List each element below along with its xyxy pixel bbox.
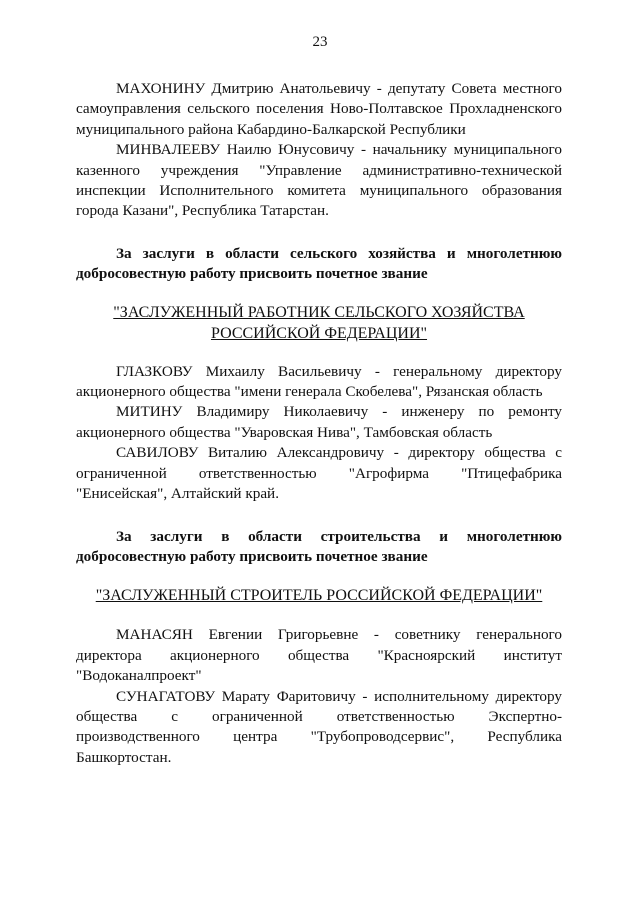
spacer	[76, 222, 562, 244]
section-heading: За заслуги в области строительства и многолетнюю добросовестную работу присвоить почетное звание	[76, 527, 562, 565]
document-body	[76, 79, 562, 768]
spacer	[76, 606, 562, 625]
spacer	[76, 344, 562, 362]
honorary-title-line: "ЗАСЛУЖЕННЫЙ РАБОТНИК СЕЛЬСКОГО ХОЗЯЙСТВА	[113, 303, 525, 321]
page-number: 23	[312, 34, 328, 50]
award-paragraph: МАНАСЯН Евгении Григорьевне - советнику генерального директора акционерного общества "Красноярский институт "Водоканалпроект"	[76, 626, 562, 685]
spacer	[76, 285, 562, 302]
award-paragraph: ГЛАЗКОВУ Михаилу Васильевичу - генеральному директору акционерного общества "имени генерала Скобелева", Рязанская область	[76, 362, 562, 401]
honorary-title-line: РОССИЙСКОЙ ФЕДЕРАЦИИ"	[210, 324, 428, 342]
honorary-title: "ЗАСЛУЖЕННЫЙ СТРОИТЕЛЬ РОССИЙСКОЙ ФЕДЕРАЦИИ"	[95, 587, 543, 605]
honorary-title	[76, 302, 562, 344]
award-paragraph: СУНАГАТОВУ Марату Фаритовичу - исполнительному директору общества с ограниченной ответственностью Экспертно-производственного центра "Трубопроводсервис", Республика Башкортостан.	[76, 687, 562, 766]
spacer	[76, 505, 562, 527]
award-paragraph: САВИЛОВУ Виталию Александровичу - директору общества с ограниченной ответственностью "Агрофирма "Птицефабрика "Енисейская", Алтайский край.	[76, 444, 562, 503]
award-paragraph: МАХОНИНУ Дмитрию Анатольевичу - депутату Совета местного самоуправления сельского поселения Ново-Полтавское Прохладненского муниципального района Кабардино-Балкарской Республики	[76, 80, 562, 138]
award-paragraph: МИТИНУ Владимиру Николаевичу - инженеру по ремонту акционерного общества "Уваровская Нива", Тамбовская область	[76, 403, 562, 441]
section-heading: За заслуги в области сельского хозяйства и многолетнюю добросовестную работу присвоить почетное звание	[76, 244, 562, 283]
award-paragraph: МИНВАЛЕЕВУ Наилю Юнусовичу - начальнику муниципального казенного учреждения "Управление административно-технической инспекции Исполнительного комитета муниципального образования города Казани", Республика Татарстан.	[76, 141, 562, 220]
spacer	[76, 567, 562, 585]
